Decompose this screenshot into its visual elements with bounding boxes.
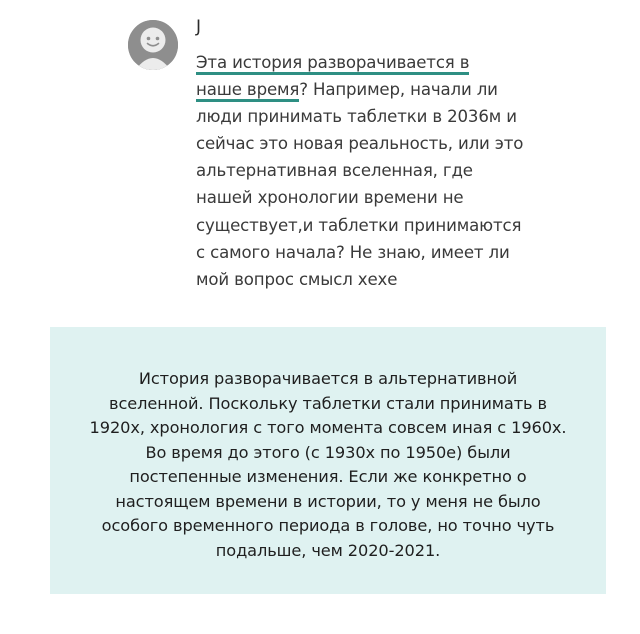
comment — [0, 0, 640, 310]
answer-text — [50, 367, 606, 563]
comment-text — [196, 49, 526, 293]
comment-line — [196, 76, 526, 103]
comment-text-segment: с самого начала? Не знаю, имеет ли — [196, 242, 510, 262]
highlighted-text: наше время — [196, 80, 299, 102]
comment-author: J — [196, 17, 202, 37]
smiley-avatar-icon — [128, 20, 178, 70]
comment-line — [196, 212, 526, 239]
comment-text-segment: ? Например, начали ли — [299, 80, 498, 100]
highlighted-text: Эта история разворачивается в — [196, 53, 469, 75]
comment-line — [196, 49, 526, 76]
comment-line — [196, 239, 526, 266]
answer-line: История разворачивается в альтернативной — [138, 369, 518, 388]
comment-text-segment: люди принимать таблетки в 2036м и — [196, 107, 517, 127]
answer-line: 1920х, хронология с того момента совсем иная с 1960х. — [89, 418, 567, 437]
comment-line — [196, 157, 526, 184]
answer-box — [50, 327, 606, 594]
comment-text-segment: сейчас это новая реальность, или это — [196, 134, 524, 154]
comment-line — [196, 266, 526, 293]
answer-line: вселенной. Поскольку таблетки стали принимать в — [109, 393, 547, 413]
answer-line: Во время до этого (с 1930х по 1950е) были — [145, 442, 511, 462]
answer-line: настоящем времени в истории, то у меня не было — [115, 491, 541, 511]
comment-text-segment: альтернативная вселенная, где — [196, 161, 473, 181]
comment-line — [196, 184, 526, 211]
answer-line: особого временного периода в голове, но точно чуть — [101, 516, 555, 535]
answer-line: подальше, чем 2020-2021. — [215, 540, 441, 560]
answer-line: постепенные изменения. Если же конкретно о — [129, 467, 527, 486]
comment-text-segment: нашей хронологии времени не — [196, 188, 464, 208]
comment-line — [196, 103, 526, 130]
comment-text-segment: мой вопрос смысл хехе — [196, 269, 398, 289]
comment-text-segment: существует,и таблетки принимаются — [196, 215, 522, 235]
comment-line — [196, 130, 526, 157]
avatar[interactable] — [128, 20, 178, 70]
